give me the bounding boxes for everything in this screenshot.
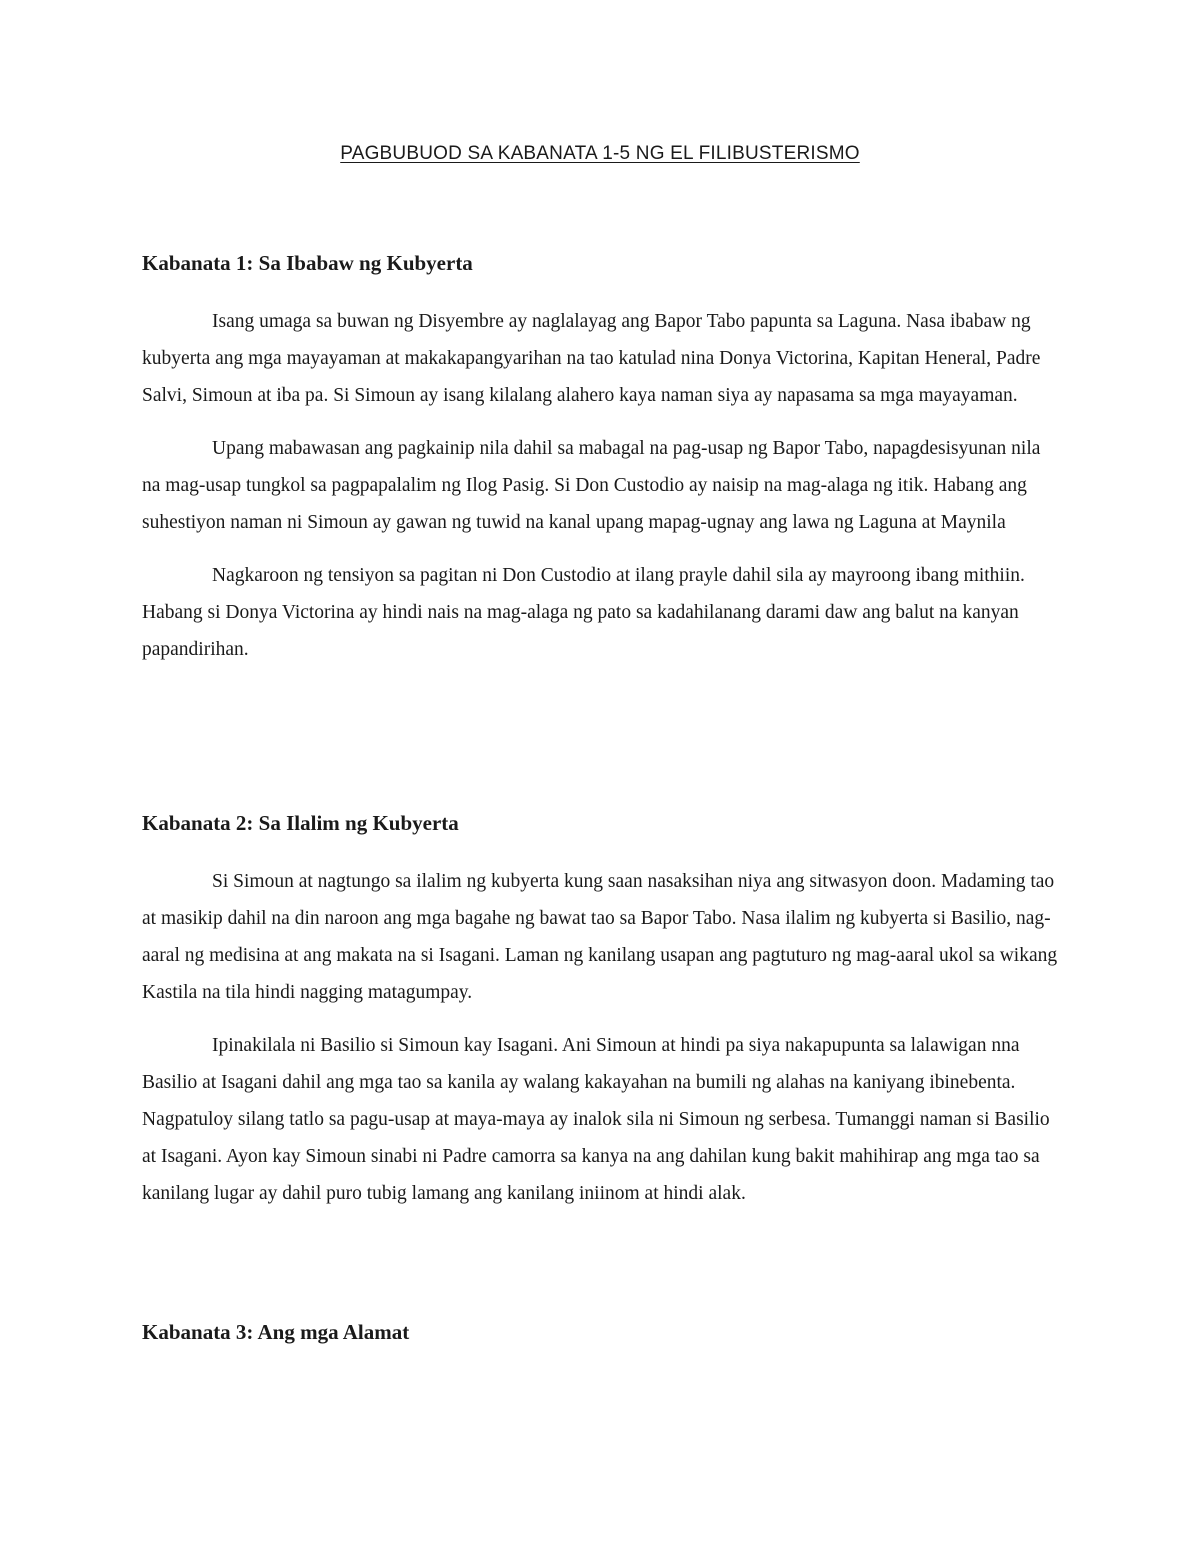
paragraph: Ipinakilala ni Basilio si Simoun kay Isagani. Ani Simoun at hindi pa siya nakapupunta sa lalawigan nna Basilio at Isagani dahil ang mga tao sa kanila ay walang kakayahan na bumili ng alahas na kaniyang ibinebenta. Nagpatuloy silang tatlo sa pagu-usap at maya-maya ay inalok sila ni Simoun ng serbesa. Tumanggi naman si Basilio at Isagani. Ayon kay Simoun sinabi ni Padre camorra sa kanya na ang dahilan kung bakit mahihirap ang mga tao sa kanilang lugar ay dahil puro tubig lamang ang kanilang iniinom at hindi alak.: [142, 1035, 1050, 1204]
section-heading: Kabanata 2: Sa Ilalim ng Kubyerta: [142, 811, 459, 835]
section-heading: Kabanata 1: Sa Ibabaw ng Kubyerta: [142, 251, 473, 275]
section-kabanata-2: [142, 808, 1062, 1212]
section-heading: Kabanata 3: Ang mga Alamat: [142, 1320, 410, 1344]
paragraph: Nagkaroon ng tensiyon sa pagitan ni Don Custodio at ilang prayle dahil sila ay mayroong ibang mithiin. Habang si Donya Victorina ay hindi nais na mag-alaga ng pato sa kadahilanang darami daw ang balut na kanyan papandirihan.: [142, 565, 1025, 660]
section-kabanata-1: [142, 248, 1062, 668]
paragraph: Si Simoun at nagtungo sa ilalim ng kubyerta kung saan nasaksihan niya ang sitwasyon doon. Madaming tao at masikip dahil na din naroon ang mga bagahe ng bawat tao sa Bapor Tabo. Nasa ilalim ng kubyerta si Basilio, nag-aaral ng medisina at ang makata na si Isagani. Laman ng kanilang usapan ang pagtuturo ng mag-aaral ukol sa wikang Kastila na tila hindi nagging matagumpay.: [142, 871, 1058, 1003]
document-title: PAGBUBUOD SA KABANATA 1-5 NG EL FILIBUSTERISMO: [340, 143, 860, 164]
paragraph: Upang mabawasan ang pagkainip nila dahil sa mabagal na pag-usap ng Bapor Tabo, napagdesisyunan nila na mag-usap tungkol sa pagpapalalim ng Ilog Pasig. Si Don Custodio ay naisip na mag-alaga ng itik. Habang ang suhestiyon naman ni Simoun ay gawan ng tuwid na kanal upang mapag-ugnay ang lawa ng Laguna at Maynila: [142, 438, 1041, 533]
section-kabanata-3: [142, 1317, 1062, 1347]
paragraph: Isang umaga sa buwan ng Disyembre ay naglalayag ang Bapor Tabo papunta sa Laguna. Nasa ibabaw ng kubyerta ang mga mayayaman at makakapangyarihan na tao katulad nina Donya Victorina, Kapitan Heneral, Padre Salvi, Simoun at iba pa. Si Simoun ay isang kilalang alahero kaya naman siya ay napasama sa mga mayayaman.: [142, 311, 1041, 406]
